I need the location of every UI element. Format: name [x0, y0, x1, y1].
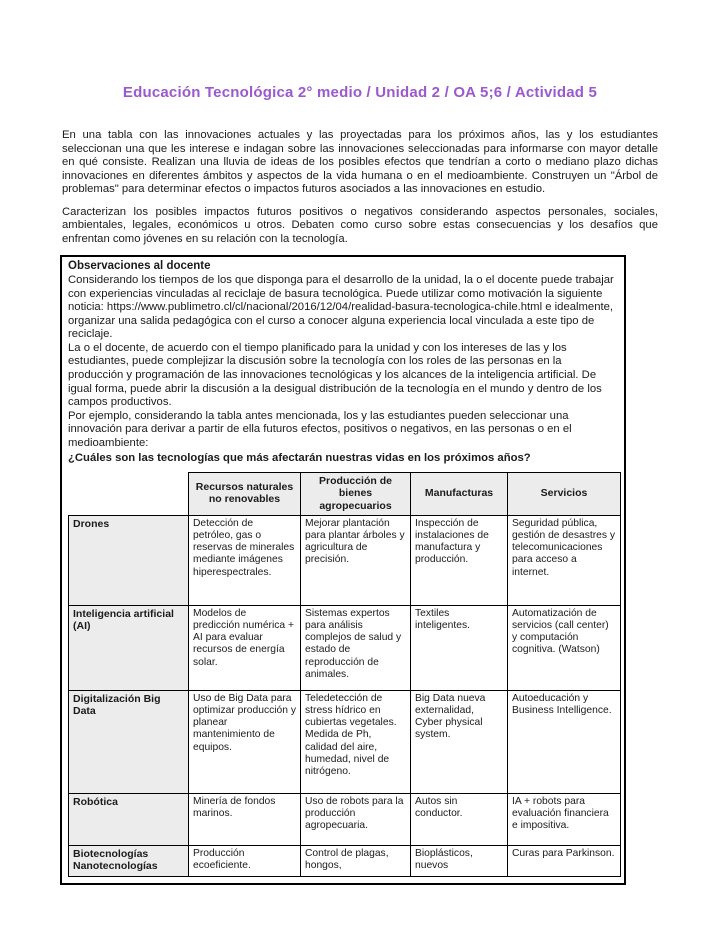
table-row: [69, 605, 621, 690]
table-cell: Sistemas expertos para análisis complejos de salud y estado de reproducción de animales.: [301, 605, 411, 690]
teacher-note-paragraph: Considerando los tiempos de los que disponga para el desarrollo de la unidad, la o el docente puede trabajar con experiencias vinculadas al reciclaje de basura tecnológica. Puede utilizar como motivación la siguiente noticia: https://www.publimetro.cl/cl/nacional/2016/12/04/realidad-basura-tecnologica-chile.html e idealmente, organizar una salida pedagógica con el curso a conocer alguna experiencia local vinculada a este tipo de reciclaje.: [68, 274, 614, 341]
technologies-table: [68, 472, 621, 877]
table-cell: Uso de Big Data para optimizar producción y planear mantenimiento de equipos.: [189, 690, 301, 793]
table-question: ¿Cuáles son las tecnologías que más afectarán nuestras vidas en los próximos años?: [68, 452, 531, 465]
column-header: Producción de bienes agropecuarios: [301, 472, 411, 515]
column-header: Servicios: [508, 472, 621, 515]
page-title: Educación Tecnológica 2° medio / Unidad 2 / OA 5;6 / Actividad 5: [122, 84, 598, 101]
table-cell: Bioplásticos, nuevos: [411, 845, 508, 876]
table-cell: Modelos de predicción numérica + AI para evaluar recursos de energía solar.: [189, 605, 301, 690]
row-label: Biotecnologías Nanotecnologías: [69, 845, 189, 876]
intro-paragraph: Caracterizan los posibles impactos futuros positivos o negativos considerando aspectos personales, sociales, ambientales, legales, económicos u otros. Debaten como curso sobre estas consecuencias y los desafíos que enfrentan como jóvenes en su relación con la tecnología.: [62, 205, 658, 245]
table-cell: Automatización de servicios (call center) y computación cognitiva. (Watson): [508, 605, 621, 690]
table-row: [69, 845, 621, 876]
row-label: Drones: [69, 515, 189, 605]
table-cell: Uso de robots para la producción agropecuaria.: [301, 793, 411, 845]
table-cell: Seguridad pública, gestión de desastres y telecomunicaciones para acceso a internet.: [508, 515, 621, 605]
teacher-notes-box: [60, 255, 626, 884]
table-cell: Inspección de instalaciones de manufactura y producción.: [411, 515, 508, 605]
table-cell: Minería de fondos marinos.: [189, 793, 301, 845]
table-cell: IA + robots para evaluación financiera e impositiva.: [508, 793, 621, 845]
teacher-note-paragraph: Por ejemplo, considerando la tabla antes mencionada, los y las estudiantes pueden seleccionar una innovación para derivar a partir de ella futuros efectos, positivos o negativos, en las personas o en el medioambiente:: [68, 409, 572, 449]
column-header: Recursos naturales no renovables: [189, 472, 301, 515]
table-cell: Control de plagas, hongos,: [301, 845, 411, 876]
teacher-note-paragraph: La o el docente, de acuerdo con el tiempo planificado para la unidad y con los intereses de las y los estudiantes, puede complejizar la discusión sobre la tecnología con los roles de las personas en la producción y programación de las innovaciones tecnológicas y los alcances de la inteligencia artificial. De igual forma, puede abrir la discusión a la desigual distribución de la tecnología en el mundo y dentro de los campos productivos.: [68, 341, 602, 409]
teacher-notes-paragraphs: [68, 274, 618, 450]
row-label: Robótica: [69, 793, 189, 845]
table-cell: Curas para Parkinson.: [508, 845, 621, 876]
intro-paragraph: En una tabla con las innovaciones actuales y las proyectadas para los próximos años, las y los estudiantes seleccionan una que les interese e indagan sobre las innovaciones seleccionadas para informarse con mayor detalle en qué consiste. Realizan una lluvia de ideas de los posibles efectos que tendrían a corto o mediano plazo dichas innovaciones en diferentes ámbitos y aspectos de la vida humana o en el medioambiente. Construyen un "Árbol de problemas" para determinar efectos o impactos futuros asociados a las innovaciones en estudio.: [62, 129, 658, 196]
table-cell: Textiles inteligentes.: [411, 605, 508, 690]
table-cell: Big Data nueva externalidad, Cyber physical system.: [411, 690, 508, 793]
intro-section: [62, 129, 658, 246]
row-label: Inteligencia artificial (AI): [69, 605, 189, 690]
table-cell: Teledetección de stress hídrico en cubiertas vegetales. Medida de Ph, calidad del aire, humedad, nivel de nitrógeno.: [301, 690, 411, 793]
table-row: [69, 690, 621, 793]
table-body: [69, 515, 621, 876]
table-corner-cell: [69, 472, 189, 515]
table-cell: Autoeducación y Business Intelligence.: [508, 690, 621, 793]
table-row: [69, 515, 621, 605]
table-header-row: [69, 472, 621, 515]
column-header: Manufacturas: [411, 472, 508, 515]
table-cell: Detección de petróleo, gas o reservas de minerales mediante imágenes hiperespectrales.: [189, 515, 301, 605]
table-row: [69, 793, 621, 845]
table-cell: Producción ecoeficiente.: [189, 845, 301, 876]
table-cell: Autos sin conductor.: [411, 793, 508, 845]
row-label: Digitalización Big Data: [69, 690, 189, 793]
teacher-notes-heading: Observaciones al docente: [68, 260, 211, 273]
table-cell: Mejorar plantación para plantar árboles y agricultura de precisión.: [301, 515, 411, 605]
